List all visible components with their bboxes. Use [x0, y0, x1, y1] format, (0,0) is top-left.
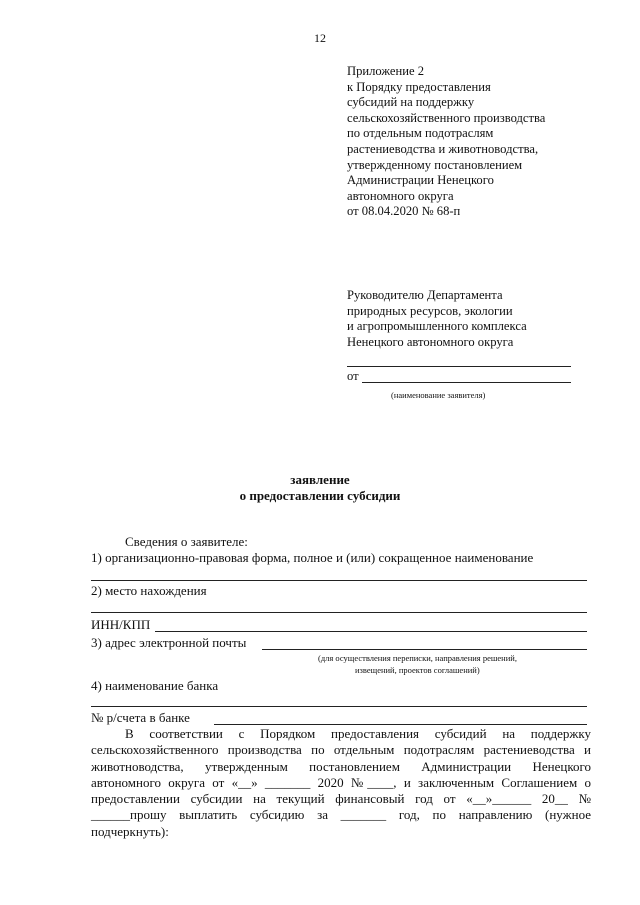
appendix-line: растениеводства и животноводства, [347, 141, 539, 156]
addressee-blank-line[interactable] [347, 366, 571, 367]
account-label: № р/счета в банке [91, 710, 190, 725]
appendix-header [347, 64, 545, 220]
document-subtitle: о предоставлении субсидии [239, 488, 401, 503]
appendix-line: Приложение 2 [347, 64, 425, 78]
applicant-name-line[interactable] [362, 382, 571, 383]
appendix-line: утвержденному постановлением [347, 157, 523, 172]
bank-name-line[interactable] [91, 706, 587, 707]
email-line[interactable] [262, 649, 587, 650]
paragraph-text-2: № ______прошу выплатить субсидию за _______ год, по направлению (нужное подчеркнуть): [91, 791, 592, 839]
appendix-line: автономного округа [347, 188, 454, 203]
addressee-block [347, 288, 527, 350]
account-line[interactable] [214, 724, 587, 725]
document-title: заявление [290, 472, 350, 487]
addressee-line: Ненецкого автономного округа [347, 334, 514, 349]
appendix-line: от 08.04.2020 № 68-п [347, 204, 461, 219]
appendix-line: по отдельным подотраслям [347, 126, 494, 141]
appendix-line: субсидий на поддержку [347, 95, 475, 110]
addressee-line: и агропромышленного комплекса [347, 319, 527, 334]
email-caption-1: (для осуществления переписки, направления решений, [318, 653, 517, 663]
addressee-line: Руководителю Департамента [347, 288, 503, 302]
field-bank-label: 4) наименование банка [91, 678, 219, 693]
inn-kpp-line[interactable] [155, 631, 587, 632]
request-paragraph [91, 726, 591, 840]
appendix-line: Администрации Ненецкого [347, 173, 494, 188]
location-line[interactable] [91, 612, 587, 613]
field-location-label: 2) место нахождения [91, 583, 207, 598]
appendix-line: сельскохозяйственного производства [347, 110, 546, 125]
from-label: от [347, 369, 359, 383]
field-email-label: 3) адрес электронной почты [91, 635, 247, 650]
appendix-line: к Порядку предоставления [347, 79, 491, 94]
inn-kpp-label: ИНН/КПП [91, 617, 151, 632]
addressee-line: природных ресурсов, экологии [347, 303, 513, 318]
page-number: 12 [314, 31, 326, 45]
org-name-line[interactable] [91, 580, 587, 581]
field-org-form-label: 1) организационно-правовая форма, полное и (или) сокращенное наименование [91, 550, 534, 565]
paragraph-text-1: В соответствии с Порядком предоставления субсидий на поддержку сельскохозяйственного производства по отдельным подотраслям растениеводства и животноводства, утвержденным постановлением Администрации Ненецкого автономного округа от «__» _______ 2020 №____, и заключенным Соглашением о предоставлении субсидии на текущий финансовый год от «__»______ 20__ [91, 726, 591, 807]
email-caption-2: извещений, проектов соглашений) [355, 665, 480, 675]
applicant-caption: (наименование заявителя) [391, 390, 486, 400]
applicant-info-intro: Сведения о заявителе: [125, 534, 248, 549]
